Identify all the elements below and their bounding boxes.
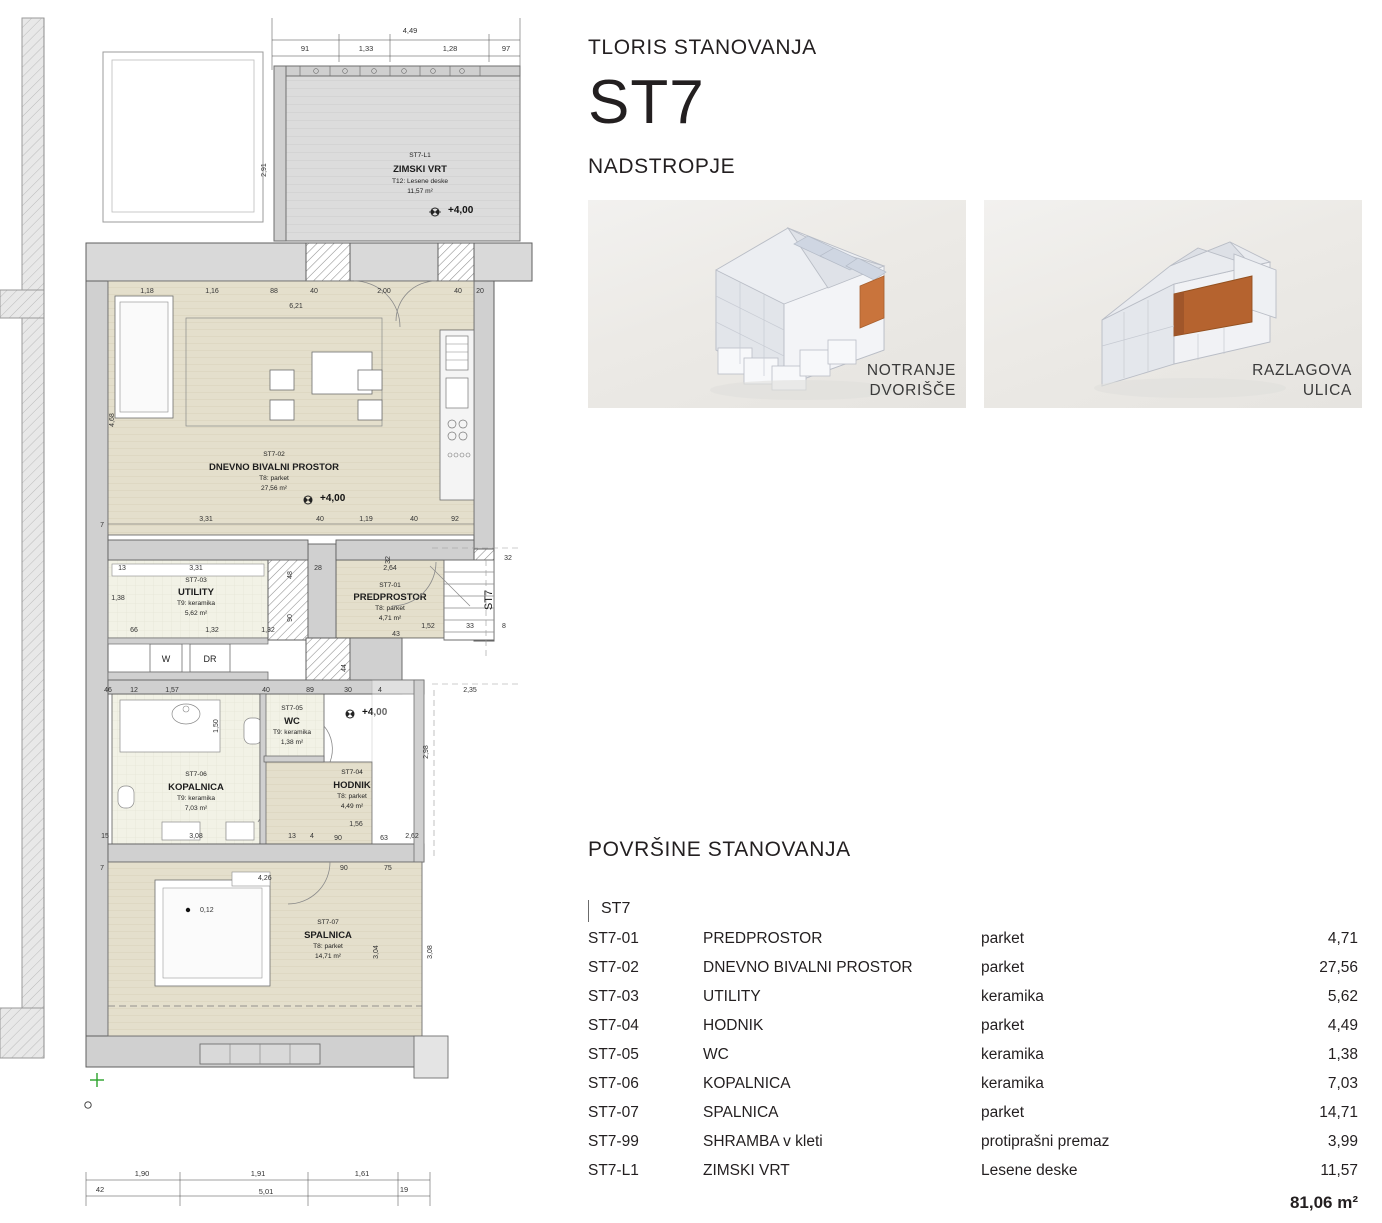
svg-text:HODNIK: HODNIK: [333, 780, 371, 791]
svg-text:3,08: 3,08: [189, 833, 203, 840]
caption-line-1: RAZLAGOVA: [1252, 362, 1352, 380]
row-code: ST7-05: [588, 1045, 639, 1063]
table-row: [588, 1098, 1358, 1127]
svg-text:DNEVNO BIVALNI PROSTOR: DNEVNO BIVALNI PROSTOR: [208, 462, 340, 473]
svg-text:1,18: 1,18: [140, 288, 154, 295]
thumbnail-caption-courtyard: [867, 361, 956, 400]
row-value: 14,71: [1319, 1103, 1358, 1121]
table-row: [588, 1011, 1358, 1040]
svg-text:12: 12: [130, 687, 138, 694]
svg-text:33: 33: [466, 623, 474, 630]
row-code: ST7-07: [588, 1103, 639, 1121]
svg-text:28: 28: [314, 565, 322, 572]
svg-text:2,62: 2,62: [405, 833, 419, 840]
svg-text:+4,00: +4,00: [362, 707, 388, 718]
svg-text:40: 40: [316, 516, 324, 523]
row-code: ST7-L1: [588, 1161, 639, 1179]
svg-text:SPALNICA: SPALNICA: [304, 930, 352, 941]
svg-text:3,31: 3,31: [189, 565, 203, 572]
row-value: 5,62: [1327, 987, 1358, 1005]
svg-text:13: 13: [118, 565, 126, 572]
svg-text:0,12: 0,12: [200, 907, 214, 914]
svg-text:DR: DR: [203, 654, 217, 664]
row-code: ST7-01: [588, 929, 639, 947]
table-row: [588, 1127, 1358, 1156]
row-material: keramika: [981, 1074, 1044, 1092]
svg-text:ST7-02: ST7-02: [263, 451, 285, 458]
survey-marks: [85, 1073, 104, 1108]
svg-text:48: 48: [287, 571, 294, 579]
svg-text:32: 32: [504, 555, 512, 562]
svg-text:7: 7: [100, 522, 104, 529]
row-name: HODNIK: [703, 1016, 764, 1034]
svg-text:92: 92: [451, 516, 459, 523]
room-zimski-vrt: [274, 66, 520, 241]
areas-table: [588, 900, 1358, 1213]
areas-group-label: ST7: [588, 900, 1358, 922]
svg-text:14,71 m²: 14,71 m²: [314, 953, 342, 960]
room-kopalnica: [112, 694, 268, 844]
svg-text:6,21: 6,21: [289, 303, 303, 310]
svg-text:40: 40: [454, 288, 462, 295]
svg-text:ST7-03: ST7-03: [185, 577, 207, 584]
svg-text:2,64: 2,64: [383, 565, 397, 572]
svg-text:T12: Lesene deske: T12: Lesene deske: [391, 178, 449, 185]
svg-text:1,57: 1,57: [165, 687, 179, 694]
svg-text:8: 8: [502, 623, 506, 630]
svg-text:30: 30: [344, 687, 352, 694]
svg-text:90: 90: [334, 835, 342, 842]
svg-text:13: 13: [288, 833, 296, 840]
svg-text:66: 66: [130, 627, 138, 634]
svg-text:1,38: 1,38: [111, 595, 125, 602]
svg-text:1,33: 1,33: [358, 44, 374, 53]
svg-text:KOPALNICA: KOPALNICA: [168, 782, 224, 793]
svg-text:4,49 m²: 4,49 m²: [340, 803, 364, 810]
svg-text:4: 4: [310, 833, 314, 840]
row-value: 7,03: [1327, 1074, 1358, 1092]
svg-text:ST7-04: ST7-04: [341, 769, 363, 776]
svg-text:4,49: 4,49: [402, 26, 418, 35]
context-building: [0, 18, 44, 1058]
svg-text:1,91: 1,91: [250, 1169, 266, 1178]
row-code: ST7-06: [588, 1074, 639, 1092]
svg-text:63: 63: [380, 835, 388, 842]
svg-text:ST7-L1: ST7-L1: [409, 152, 431, 159]
row-material: parket: [981, 958, 1025, 976]
svg-text:90: 90: [287, 614, 294, 622]
svg-text:2,00: 2,00: [377, 288, 391, 295]
svg-text:1,61: 1,61: [354, 1169, 370, 1178]
row-material: parket: [981, 1016, 1025, 1034]
sheet-kicker: TLORIS STANOVANJA: [588, 36, 817, 59]
svg-text:3,08: 3,08: [427, 945, 434, 959]
svg-text:40: 40: [410, 516, 418, 523]
svg-text:32: 32: [385, 556, 392, 564]
svg-text:3,04: 3,04: [373, 945, 380, 959]
svg-text:43: 43: [392, 631, 400, 638]
row-name: KOPALNICA: [703, 1074, 791, 1092]
svg-text:90: 90: [340, 865, 348, 872]
svg-text:+4,00: +4,00: [448, 205, 474, 216]
thumbnail-caption-street: [1252, 361, 1352, 400]
svg-text:1,32: 1,32: [261, 627, 275, 634]
thumbnail-row: [588, 200, 1358, 410]
row-material: parket: [981, 1103, 1025, 1121]
row-code: ST7-03: [588, 987, 639, 1005]
svg-text:PREDPROSTOR: PREDPROSTOR: [353, 592, 427, 603]
svg-text:1,16: 1,16: [205, 288, 219, 295]
svg-text:4,26: 4,26: [258, 875, 272, 882]
svg-text:T8: parket: T8: parket: [259, 475, 289, 482]
svg-text:1,28: 1,28: [442, 44, 458, 53]
svg-text:T8: parket: T8: parket: [375, 605, 405, 612]
row-name: ZIMSKI VRT: [703, 1161, 790, 1179]
svg-text:ZIMSKI VRT: ZIMSKI VRT: [393, 164, 447, 175]
svg-text:19: 19: [399, 1185, 409, 1194]
table-row: [588, 982, 1358, 1011]
svg-text:1,38 m²: 1,38 m²: [280, 739, 304, 746]
row-code: ST7-02: [588, 958, 639, 976]
info-panel: [588, 0, 1382, 1223]
svg-text:W: W: [161, 654, 171, 664]
thumbnail-courtyard: [588, 200, 966, 408]
row-code: ST7-99: [588, 1132, 639, 1150]
svg-text:91: 91: [300, 44, 310, 53]
row-name: DNEVNO BIVALNI PROSTOR: [703, 958, 913, 976]
dim-291: 2,91: [261, 163, 268, 177]
svg-text:15: 15: [101, 833, 109, 840]
svg-text:88: 88: [270, 288, 278, 295]
svg-text:40: 40: [262, 687, 270, 694]
row-name: UTILITY: [703, 987, 761, 1005]
svg-text:2,35: 2,35: [463, 687, 477, 694]
row-name: SPALNICA: [703, 1103, 779, 1121]
svg-text:WC: WC: [284, 716, 300, 727]
svg-text:97: 97: [501, 44, 511, 53]
svg-text:7,03 m²: 7,03 m²: [184, 805, 208, 812]
svg-text:T9: keramika: T9: keramika: [176, 600, 216, 607]
row-value: 4,71: [1327, 929, 1358, 947]
row-value: 4,49: [1327, 1016, 1358, 1034]
table-row: [588, 953, 1358, 982]
row-value: 1,38: [1327, 1045, 1358, 1063]
svg-text:89: 89: [306, 687, 314, 694]
room-dnevno-bivalni-prostor: [108, 281, 474, 535]
room-spalnica: [100, 862, 434, 1036]
row-name: WC: [703, 1045, 729, 1063]
svg-text:T8: parket: T8: parket: [337, 793, 367, 800]
svg-text:7: 7: [100, 865, 104, 872]
row-material: parket: [981, 929, 1025, 947]
svg-text:44: 44: [341, 664, 348, 672]
floor-plan-drawing: [0, 0, 560, 1223]
row-code: ST7-04: [588, 1016, 639, 1034]
svg-text:5,62 m²: 5,62 m²: [184, 610, 208, 617]
svg-text:75: 75: [384, 865, 392, 872]
table-row: [588, 1040, 1358, 1069]
svg-text:4,71 m²: 4,71 m²: [378, 615, 402, 622]
svg-text:46: 46: [104, 687, 112, 694]
areas-section-title: POVRŠINE STANOVANJA: [588, 838, 851, 861]
svg-text:ST7-07: ST7-07: [317, 919, 339, 926]
svg-text:1,90: 1,90: [134, 1169, 150, 1178]
svg-text:T9: keramika: T9: keramika: [176, 795, 216, 802]
row-material: protiprašni premaz: [981, 1132, 1110, 1150]
thumbnail-street: [984, 200, 1362, 408]
svg-text:1,50: 1,50: [213, 719, 220, 733]
page-title: ST7: [588, 68, 705, 137]
floor-subtitle: NADSTROPJE: [588, 155, 736, 178]
svg-text:T9: keramika: T9: keramika: [272, 729, 312, 736]
table-row: [588, 924, 1358, 953]
row-value: 27,56: [1319, 958, 1358, 976]
svg-text:27,56 m²: 27,56 m²: [260, 485, 288, 492]
table-row: [588, 1156, 1358, 1185]
svg-text:ST7: ST7: [483, 589, 495, 611]
dimension-chain-top: [272, 18, 520, 70]
svg-text:ST7-01: ST7-01: [379, 582, 401, 589]
row-value: 3,99: [1327, 1132, 1358, 1150]
total-area: 81,06 m²: [1289, 1193, 1358, 1212]
dimension-chain-bottom: [86, 1169, 430, 1206]
table-row: [588, 1069, 1358, 1098]
svg-text:ST7-06: ST7-06: [185, 771, 207, 778]
svg-text:4,68: 4,68: [109, 413, 116, 427]
svg-text:1,19: 1,19: [359, 516, 373, 523]
caption-line-1: NOTRANJE: [866, 362, 956, 380]
row-material: Lesene deske: [981, 1161, 1078, 1179]
svg-text:1,52: 1,52: [421, 623, 435, 630]
svg-text:1,32: 1,32: [205, 627, 219, 634]
caption-line-2: ULICA: [1302, 381, 1352, 399]
svg-text:T8: parket: T8: parket: [313, 943, 343, 950]
svg-text:ST7-05: ST7-05: [281, 705, 303, 712]
svg-text:11,57 m²: 11,57 m²: [407, 188, 433, 195]
svg-text:UTILITY: UTILITY: [178, 587, 214, 598]
svg-text:5,01: 5,01: [258, 1187, 274, 1196]
row-material: keramika: [981, 1045, 1044, 1063]
row-name: SHRAMBA v kleti: [703, 1132, 823, 1150]
svg-text:3,31: 3,31: [199, 516, 213, 523]
row-value: 11,57: [1320, 1161, 1358, 1179]
svg-text:+4,00: +4,00: [320, 493, 346, 504]
svg-text:40: 40: [310, 288, 318, 295]
svg-text:20: 20: [476, 288, 484, 295]
svg-text:42: 42: [95, 1185, 105, 1194]
svg-text:1,56: 1,56: [349, 821, 363, 828]
caption-line-2: DVORIŠČE: [869, 381, 956, 399]
svg-text:4: 4: [378, 687, 382, 694]
row-name: PREDPROSTOR: [703, 929, 823, 947]
row-material: keramika: [981, 987, 1044, 1005]
svg-text:2,98: 2,98: [423, 745, 430, 759]
